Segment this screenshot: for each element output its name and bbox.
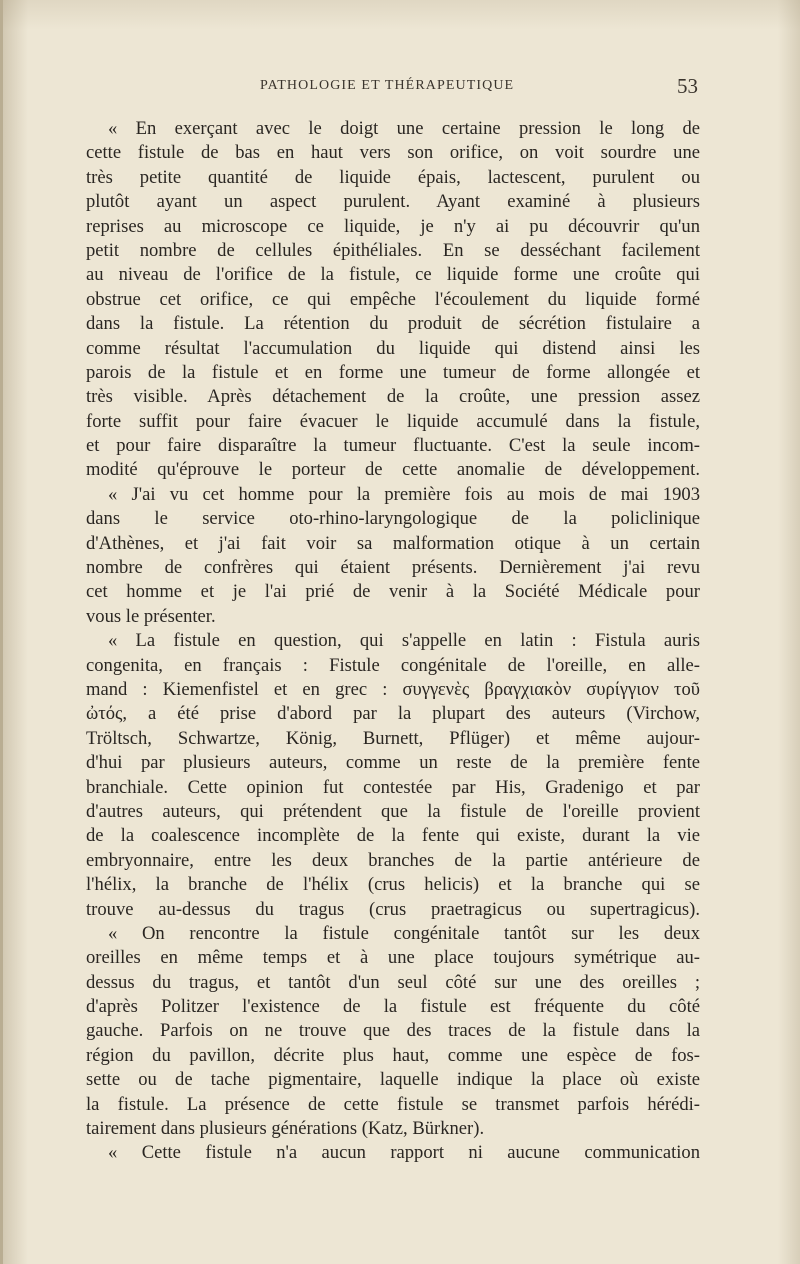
text-line: au niveau de l'orifice de la fistule, ce liquide forme une croûte qui — [86, 264, 700, 286]
text-line: cette fistule de bas en haut vers son orifice, on voit sourdre une — [86, 142, 700, 164]
text-line: branchiale. Cette opinion fut contestée par His, Gradenigo et par — [86, 776, 700, 798]
text-line: forte suffit pour faire évacuer le liquide accumulé dans la fistule, — [86, 410, 700, 432]
text-line: région du pavillon, décrite plus haut, comme une espèce de fos- — [86, 1044, 700, 1066]
text-line: plutôt ayant un aspect purulent. Ayant examiné à plusieurs — [86, 191, 700, 213]
text-line: d'Athènes, et j'ai fait voir sa malformation otique à un certain — [86, 532, 700, 554]
page-number: 53 — [677, 74, 698, 98]
text-line: gauche. Parfois on ne trouve que des traces de la fistule dans la — [86, 1020, 700, 1042]
text-line: oreilles en même temps et à une place toujours symétrique au- — [86, 947, 700, 969]
text-line: et pour faire disparaître la tumeur fluctuante. C'est la seule incom- — [86, 435, 700, 457]
text-line: cet homme et je l'ai prié de venir à la Société Médicale pour — [86, 581, 700, 603]
text-line: « On rencontre la fistule congénitale tantôt sur les deux — [108, 922, 700, 944]
running-head: PATHOLOGIE ET THÉRAPEUTIQUE — [260, 78, 515, 93]
text-line: Tröltsch, Schwartze, König, Burnett, Pflüger) et même aujour- — [86, 727, 700, 749]
text-line: dans la fistule. La rétention du produit de sécrétion fistulaire a — [86, 313, 700, 335]
text-line: « Cette fistule n'a aucun rapport ni aucune communication — [108, 1142, 700, 1164]
text-line: d'autres auteurs, qui prétendent que la fistule de l'oreille provient — [86, 800, 700, 822]
text-line: très visible. Après détachement de la croûte, une pression assez — [86, 386, 700, 408]
text-line: de la coalescence incomplète de la fente qui existe, durant la vie — [86, 825, 700, 847]
text-line: « En exerçant avec le doigt une certaine pression le long de — [108, 118, 700, 139]
text-line: nombre de confrères qui étaient présents. Dernièrement j'ai revu — [86, 557, 700, 579]
text-line: congenita, en français : Fistule congénitale de l'oreille, en alle- — [86, 654, 700, 676]
text-line: sette ou de tache pigmentaire, laquelle indique la place où existe — [86, 1069, 700, 1091]
text-line: mand : Kiemenfistel et en grec : συγγενὲς βραγχιακὸν συρίγγιον τοῦ — [86, 678, 700, 700]
body-text — [86, 117, 700, 1166]
text-line: d'après Politzer l'existence de la fistule est fréquente du côté — [86, 996, 700, 1018]
page-edge — [0, 0, 3, 1264]
page-header — [88, 76, 700, 100]
text-line: d'hui par plusieurs auteurs, comme un reste de la première fente — [86, 752, 700, 774]
text-line: très petite quantité de liquide épais, lactescent, purulent ou — [86, 166, 700, 188]
text-line: obstrue cet orifice, ce qui empêche l'écoulement du liquide formé — [86, 288, 700, 310]
text-line: ὠτός, a été prise d'abord par la plupart des auteurs (Virchow, — [86, 703, 700, 725]
text-line: « J'ai vu cet homme pour la première fois au mois de mai 1903 — [108, 483, 700, 505]
text-line: petit nombre de cellules épithéliales. En se desséchant facilement — [86, 239, 700, 261]
text-line: vous le présenter. — [86, 605, 216, 627]
text-line: parois de la fistule et en forme une tumeur de forme allongée et — [86, 361, 700, 383]
text-line: embryonnaire, entre les deux branches de la partie antérieure de — [86, 849, 700, 871]
text-line: la fistule. La présence de cette fistule se transmet parfois hérédi- — [86, 1093, 700, 1115]
text-line: l'hélix, la branche de l'hélix (crus helicis) et la branche qui se — [86, 874, 700, 896]
text-line: trouve au-dessus du tragus (crus praetragicus ou supertragicus). — [86, 898, 700, 920]
text-line: reprises au microscope ce liquide, je n'y ai pu découvrir qu'un — [86, 215, 700, 237]
text-line: comme résultat l'accumulation du liquide qui distend ainsi les — [86, 337, 700, 359]
text-line: modité qu'éprouve le porteur de cette anomalie de développement. — [86, 459, 700, 481]
text-line: dans le service oto-rhino-laryngologique de la policlinique — [86, 508, 700, 530]
text-line: dessus du tragus, et tantôt d'un seul côté sur une des oreilles ; — [86, 971, 700, 993]
text-line: « La fistule en question, qui s'appelle en latin : Fistula auris — [108, 630, 700, 652]
text-line: tairement dans plusieurs générations (Katz, Bürkner). — [86, 1118, 485, 1140]
